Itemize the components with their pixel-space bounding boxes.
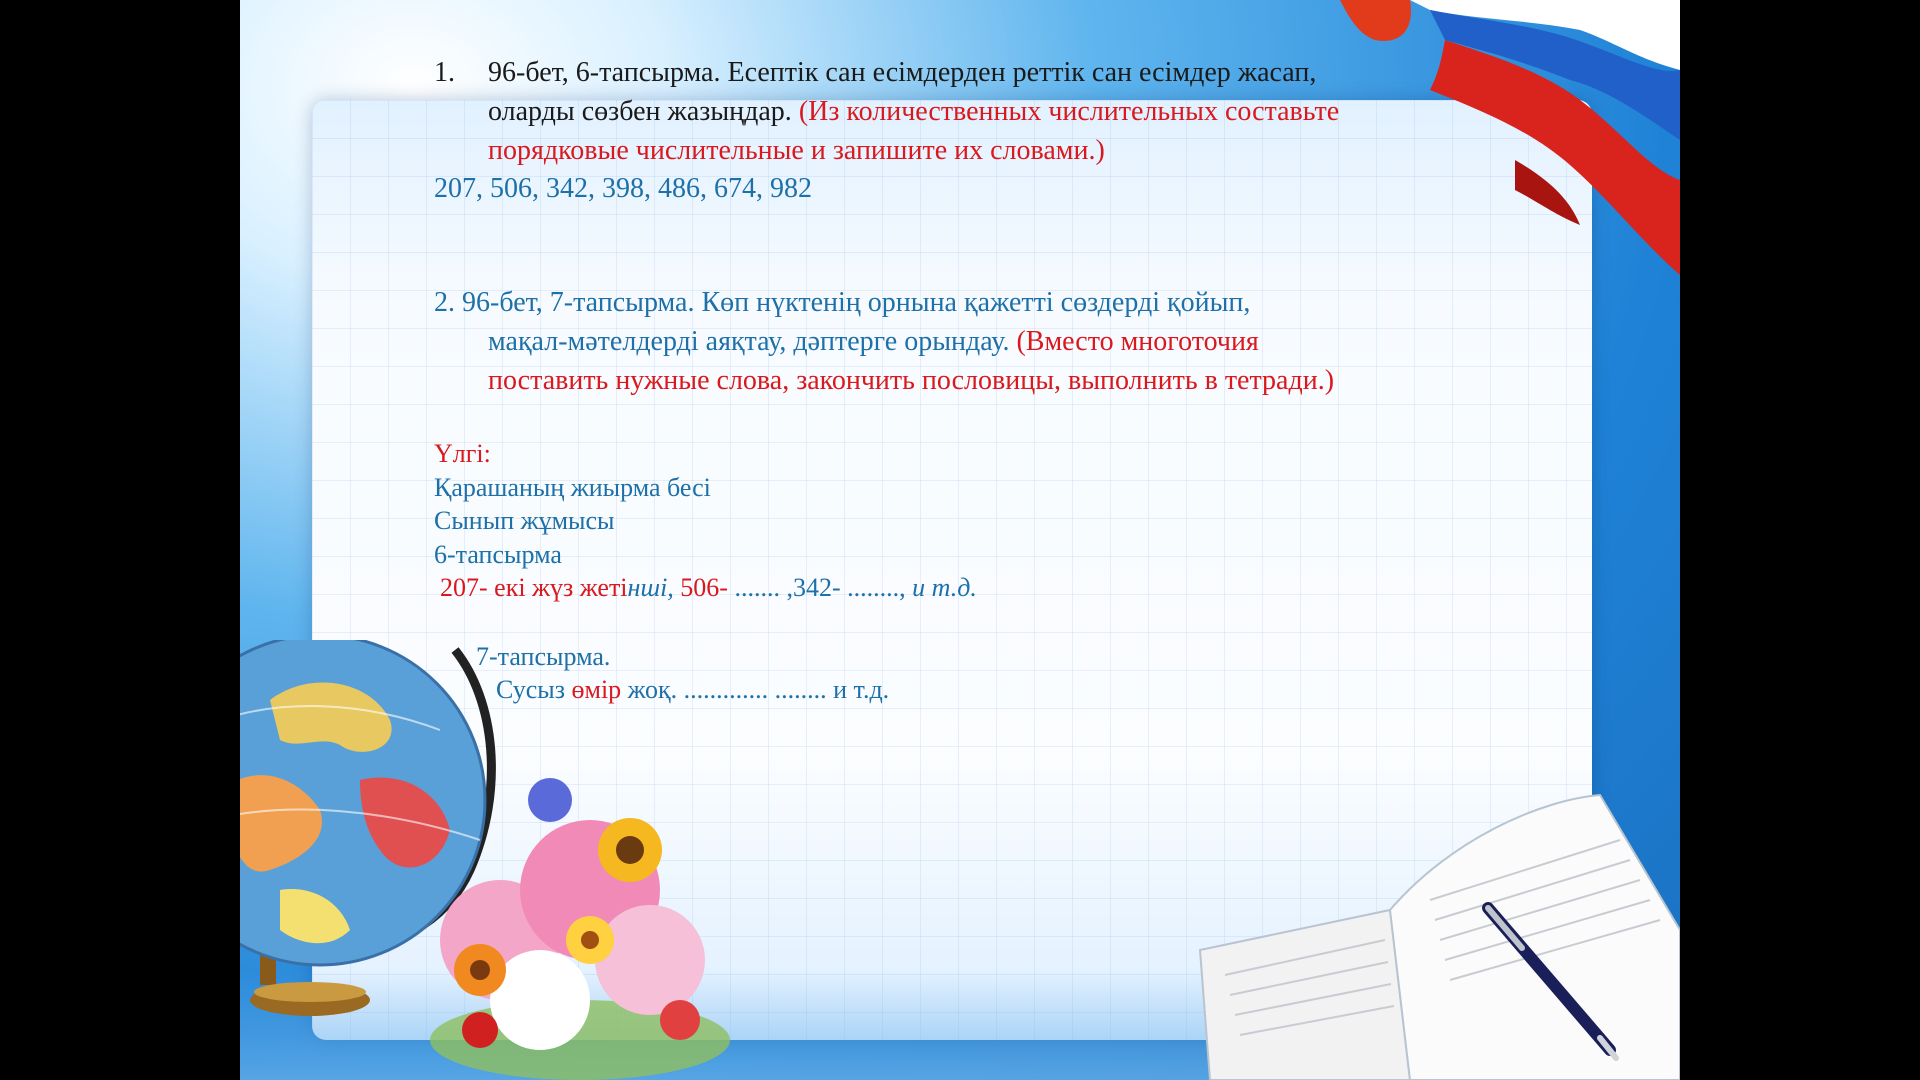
pen-icon <box>1470 890 1630 1070</box>
sample2-word2: жоқ. ............. ........ и т.д. <box>627 675 890 704</box>
sample-example <box>440 571 977 604</box>
task1-instruction-ru: (Из количественных числительных составьте <box>798 96 1340 127</box>
sample-example-blue2: ....... ,342- ........, <box>734 573 906 602</box>
sample-example-suffix: нші, <box>627 573 674 602</box>
sample-example-red2: 506- <box>680 573 728 602</box>
sample-date: Қарашаның жиырма бесі <box>434 473 711 502</box>
task1-number: 1. <box>434 57 455 88</box>
sample2-word-red: өмір <box>571 675 622 704</box>
task2-line1: 2. 96-бет, 7-тапсырма. Көп нүктенің орнына қажетті сөздерді қойып, <box>434 287 1251 318</box>
sample-example-red1: 207- екі жүз жеті <box>440 573 628 602</box>
task1-line1 <box>434 53 1316 92</box>
task1-numbers: 207, 506, 342, 398, 486, 674, 982 <box>434 173 812 204</box>
sample-classwork: Сынып жұмысы <box>434 506 615 535</box>
sample2-example <box>496 673 889 706</box>
sample2-word1: Сусыз <box>496 675 565 704</box>
task2-instruction-ru: (Вместо многоточия <box>1016 326 1259 357</box>
task2-instruction-ru-cont: поставить нужные слова, закончить пословицы, выполнить в тетради.) <box>488 365 1335 396</box>
flower-bouquet-icon <box>390 740 750 1080</box>
sample-example-etc: и т.д. <box>912 573 977 602</box>
slide <box>240 0 1680 1080</box>
sample2-task: 7-тапсырма. <box>476 642 611 671</box>
task1-line2 <box>488 92 1339 131</box>
task2-instruction-kz: мақал-мәтелдерді аяқтау, дәптерге орындау. <box>488 326 1010 357</box>
sample-task: 6-тапсырма <box>434 540 562 569</box>
task1-title: 96-бет, 6-тапсырма. Есептік сан есімдерден реттік сан есімдер жасап, <box>488 57 1317 88</box>
task2-line2 <box>488 322 1259 361</box>
task1-instruction-ru-cont: порядковые числительные и запишите их словами.) <box>488 135 1105 166</box>
flag-ribbon-icon <box>1280 0 1680 290</box>
sample-label: Үлгі: <box>434 439 491 468</box>
task1-instruction-kz: оларды сөзбен жазыңдар. <box>488 96 792 127</box>
